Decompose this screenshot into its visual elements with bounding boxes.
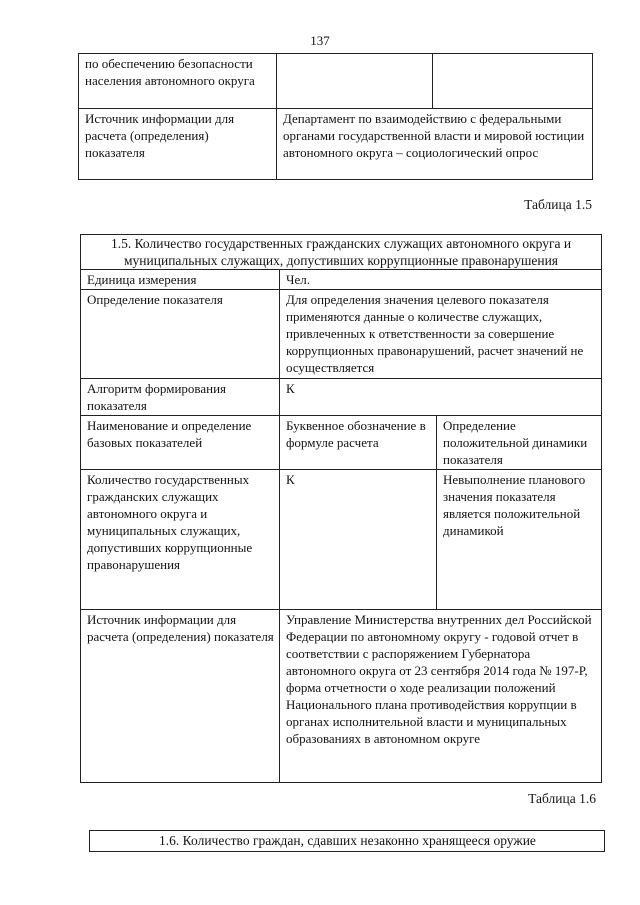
table-row: [81, 416, 602, 470]
table-row: [81, 470, 602, 610]
table-row: [79, 109, 593, 180]
table-row: [79, 54, 593, 109]
table-cell-empty: [433, 54, 593, 109]
table-label-1-5: Таблица 1.5: [524, 197, 592, 212]
table-cell-source-label: Источник информации для расчета (определения) показателя: [79, 109, 277, 180]
source-value: Управление Министерства внутренних дел Российской Федерации по автономному округу - годовой отчет в соответствии с распоряжением Губернатора автономного округа от 23 сентября 2014 года № 197-Р, форма отчетности о ходе реализации положений Национального плана противодействия коррупции в органах исполнительной власти и муниципальных образованиях в автономном округе: [280, 610, 602, 783]
table-row: [81, 379, 602, 416]
base-header-dynamics: Определение положительной динамики показателя: [437, 416, 602, 470]
table-cell-label: по обеспечению безопасности населения автономного округа: [79, 54, 277, 109]
table-1-6: [89, 830, 605, 852]
base-row-name: Количество государственных гражданских служащих автономного округа и муниципальных служащих, допустивших коррупционные правонарушения: [81, 470, 280, 610]
unit-value: Чел.: [280, 270, 602, 290]
table-caption-row: [90, 831, 605, 852]
base-row-dynamics: Невыполнение планового значения показателя является положительной динамикой: [437, 470, 602, 610]
table-caption: 1.5. Количество государственных гражданских служащих автономного округа и муниципальных служащих, допустивших коррупционные правонарушения: [81, 235, 602, 270]
unit-label: Единица измерения: [81, 270, 280, 290]
continued-indicator-table: [78, 53, 593, 180]
definition-value: Для определения значения целевого показателя применяются данные о количестве служащих, привлеченных к ответственности за совершение коррупционных правонарушений, расчет значений не осуществляется: [280, 290, 602, 379]
table-cell-empty: [277, 54, 433, 109]
base-row-symbol: К: [280, 470, 437, 610]
base-header-symbol: Буквенное обозначение в формуле расчета: [280, 416, 437, 470]
definition-label: Определение показателя: [81, 290, 280, 379]
table-cell-source-value: Департамент по взаимодействию с федеральными органами государственной власти и мировой юстиции автономного округа – социологический опрос: [277, 109, 593, 180]
algorithm-value: К: [280, 379, 602, 416]
table-row: [81, 290, 602, 379]
table-caption-row: [81, 235, 602, 270]
page-number: 137: [310, 33, 330, 48]
algorithm-label: Алгоритм формирования показателя: [81, 379, 280, 416]
table-label-1-6: Таблица 1.6: [528, 791, 596, 806]
table-caption: 1.6. Количество граждан, сдавших незаконно хранящееся оружие: [90, 831, 605, 852]
source-label: Источник информации для расчета (определения) показателя: [81, 610, 280, 783]
table-row: [81, 610, 602, 783]
table-1-5: [80, 234, 602, 783]
base-header-name: Наименование и определение базовых показателей: [81, 416, 280, 470]
table-row: [81, 270, 602, 290]
